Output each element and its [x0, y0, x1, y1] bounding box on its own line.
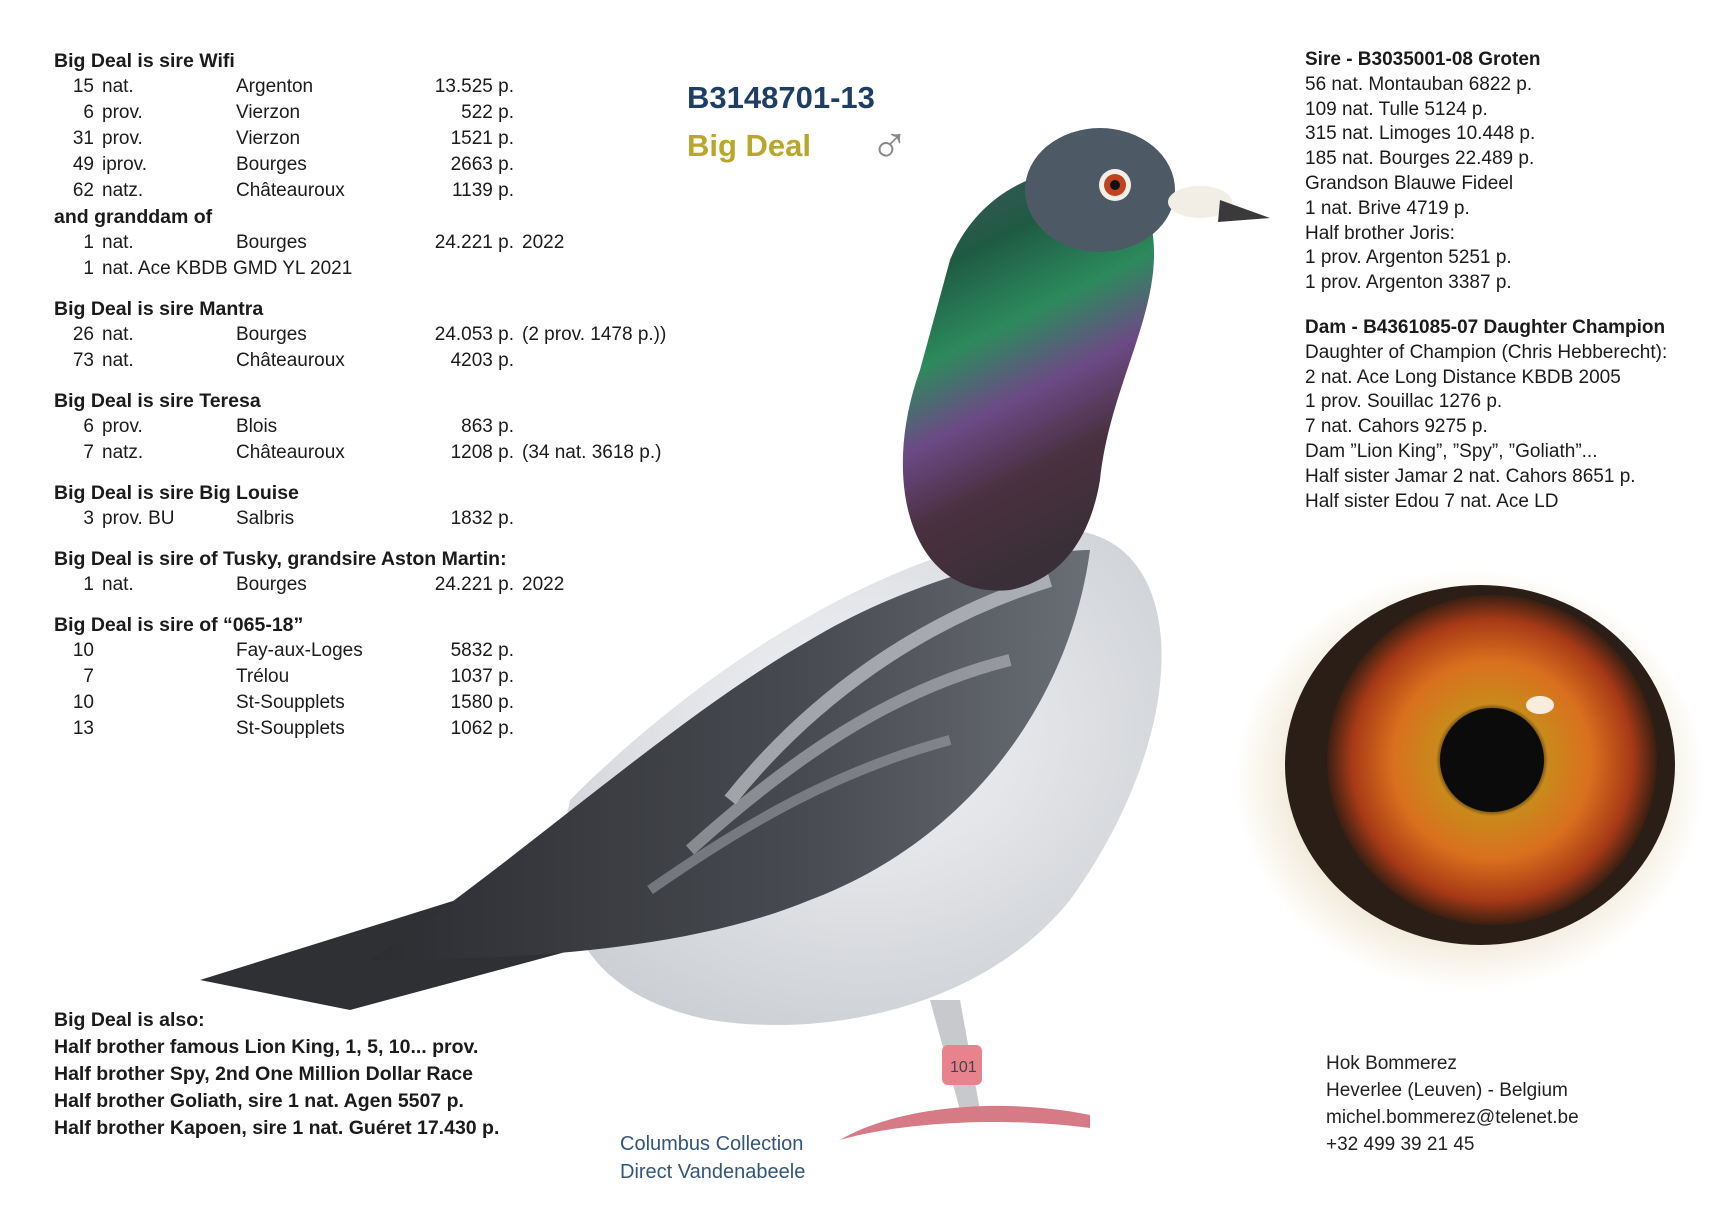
sire-line: 315 nat. Limoges 10.448 p. — [1305, 123, 1536, 145]
rank: 49 — [72, 154, 94, 175]
ring-band-text: 101 — [950, 1059, 977, 1076]
participants: 1832 p. — [450, 508, 514, 529]
also-line: Half brother famous Lion King, 1, 5, 10... prov. — [54, 1036, 479, 1058]
rank: 7 — [83, 442, 94, 463]
race-place: Châteauroux — [236, 180, 345, 201]
collection-credit — [620, 1130, 805, 1186]
rank: 62 — [72, 180, 94, 201]
also-line: Half brother Kapoen, sire 1 nat. Guéret 17.430 p. — [54, 1117, 500, 1139]
rank: 1 — [83, 232, 94, 253]
section-heading: Big Deal is sire of Tusky, grandsire Aston Martin: — [54, 548, 507, 570]
participants: 24.221 p. — [434, 232, 514, 253]
race-place: Châteauroux — [236, 350, 345, 371]
section-heading: Big Deal is sire Wifi — [54, 50, 235, 72]
level: nat. — [102, 574, 134, 595]
sire-line: 1 nat. Brive 4719 p. — [1305, 197, 1470, 219]
rank: 6 — [83, 102, 94, 123]
rank: 1 — [83, 574, 94, 595]
dam-heading: Dam - B4361085-07 Daughter Champion — [1305, 316, 1666, 338]
rank: 10 — [72, 692, 94, 713]
sire-line: 56 nat. Montauban 6822 p. — [1305, 73, 1533, 95]
race-place: Fay-aux-Loges — [236, 640, 363, 661]
dam-line: 2 nat. Ace Long Distance KBDB 2005 — [1305, 366, 1621, 388]
section-heading: Big Deal is sire of “065-18” — [54, 614, 304, 636]
pedigree-column — [1305, 48, 1715, 514]
level: nat. — [102, 324, 134, 345]
loft-name: Hok Bommerez — [1326, 1053, 1457, 1074]
participants: 24.053 p. — [434, 324, 514, 345]
level: prov. — [102, 416, 143, 437]
extra: (2 prov. 1478 p.)) — [522, 324, 667, 345]
dam-line: Daughter of Champion (Chris Hebberecht): — [1305, 341, 1668, 363]
dam-line: 7 nat. Cahors 9275 p. — [1305, 416, 1488, 438]
pigeon-name: Big Deal — [687, 128, 812, 163]
ring-number: B3148701-13 — [687, 80, 875, 115]
also-line: Big Deal is also: — [54, 1009, 205, 1031]
participants: 13.525 p. — [434, 76, 514, 97]
rank: 73 — [72, 350, 94, 371]
race-place: Vierzon — [236, 128, 301, 149]
also-block — [54, 1007, 499, 1142]
level: prov. BU — [102, 508, 175, 529]
section-subheading: and granddam of — [54, 206, 213, 228]
also-line: Half brother Spy, 2nd One Million Dollar Race — [54, 1063, 473, 1085]
participants: 24.221 p. — [434, 574, 514, 595]
section-heading: Big Deal is sire Teresa — [54, 390, 261, 412]
level: nat. — [102, 232, 134, 253]
rank: 10 — [72, 640, 94, 661]
race-place: Bourges — [236, 154, 307, 175]
rank: 15 — [72, 76, 94, 97]
rank: 7 — [83, 666, 94, 687]
section-heading: Big Deal is sire Big Louise — [54, 482, 299, 504]
race-place: Salbris — [236, 508, 295, 529]
dam-line: Half sister Edou 7 nat. Ace LD — [1305, 490, 1559, 512]
pigeon-photo — [190, 80, 1290, 1140]
participants: 1521 p. — [450, 128, 514, 149]
participants: 1139 p. — [452, 180, 514, 201]
level: nat. — [102, 76, 134, 97]
participants: 863 p. — [461, 416, 514, 437]
level: natz. — [102, 442, 144, 463]
sire-line: 185 nat. Bourges 22.489 p. — [1305, 148, 1535, 170]
level: prov. — [102, 128, 143, 149]
dam-line: Dam ”Lion King”, ”Spy”, ”Goliath”... — [1305, 440, 1598, 462]
extra: (34 nat. 3618 p.) — [522, 442, 662, 463]
eye-closeup-photo — [1230, 560, 1710, 1000]
race-place: Bourges — [236, 574, 307, 595]
sire-line: 109 nat. Tulle 5124 p. — [1305, 98, 1488, 120]
rank: 3 — [83, 508, 94, 529]
participants: 1062 p. — [450, 718, 514, 739]
dam-block — [1305, 316, 1715, 514]
sire-heading: Sire - B3035001-08 Groten — [1305, 49, 1541, 70]
pigeon-title — [687, 78, 875, 166]
race-place: Châteauroux — [236, 442, 345, 463]
location: Heverlee (Leuven) - Belgium — [1326, 1080, 1568, 1101]
extra: 2022 — [522, 574, 565, 595]
participants: 1580 p. — [450, 692, 514, 713]
rank: 26 — [72, 324, 94, 345]
level: prov. — [102, 102, 143, 123]
result-text: nat. Ace KBDB GMD YL 2021 — [102, 258, 353, 279]
participants: 5832 p. — [450, 640, 514, 661]
participants: 522 p. — [461, 102, 514, 123]
sire-line: Half brother Joris: — [1305, 222, 1455, 244]
contact-block — [1326, 1050, 1579, 1158]
dam-line: 1 prov. Souillac 1276 p. — [1305, 391, 1503, 413]
sire-line: 1 prov. Argenton 5251 p. — [1305, 247, 1512, 269]
race-place: St-Soupplets — [236, 692, 345, 713]
email: michel.bommerez@telenet.be — [1326, 1107, 1579, 1128]
level: nat. — [102, 350, 134, 371]
participants: 4203 p. — [450, 350, 514, 371]
race-place: Argenton — [236, 76, 314, 97]
section-heading: Big Deal is sire Mantra — [54, 298, 264, 320]
phone: +32 499 39 21 45 — [1326, 1134, 1475, 1155]
sire-block — [1305, 48, 1715, 296]
level: iprov. — [102, 154, 148, 175]
race-place: Trélou — [236, 666, 290, 687]
credit-line: Direct Vandenabeele — [620, 1161, 806, 1183]
rank: 1 — [83, 258, 94, 279]
dam-line: Half sister Jamar 2 nat. Cahors 8651 p. — [1305, 465, 1636, 487]
level: natz. — [102, 180, 144, 201]
credit-line: Columbus Collection — [620, 1133, 804, 1155]
rank: 31 — [72, 128, 94, 149]
race-place: St-Soupplets — [236, 718, 345, 739]
male-symbol-icon: ♂ — [870, 117, 909, 175]
sire-line: 1 prov. Argenton 3387 p. — [1305, 272, 1512, 294]
participants: 2663 p. — [450, 154, 514, 175]
race-place: Blois — [236, 416, 278, 437]
extra: 2022 — [522, 232, 565, 253]
participants: 1037 p. — [450, 666, 514, 687]
participants: 1208 p. — [450, 442, 514, 463]
rank: 13 — [72, 718, 94, 739]
sire-line: Grandson Blauwe Fideel — [1305, 172, 1514, 194]
race-place: Vierzon — [236, 102, 301, 123]
race-place: Bourges — [236, 232, 307, 253]
rank: 6 — [83, 416, 94, 437]
also-line: Half brother Goliath, sire 1 nat. Agen 5507 p. — [54, 1090, 464, 1112]
race-place: Bourges — [236, 324, 307, 345]
